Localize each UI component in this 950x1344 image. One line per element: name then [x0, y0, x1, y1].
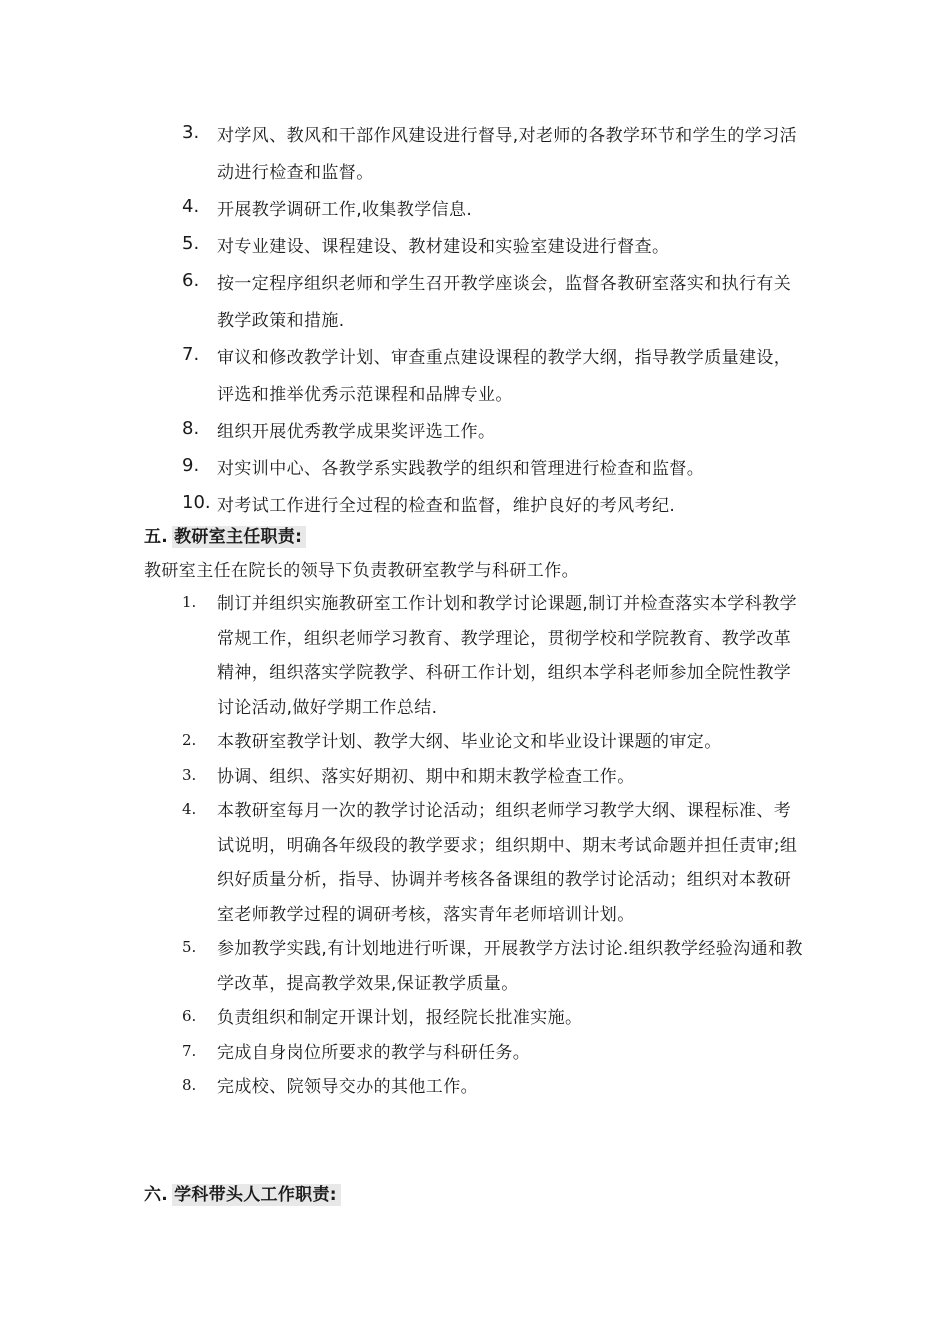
item-text: 制订并组织实施教研室工作计划和教学讨论课题,制订并检查落实本学科教学常规工作，组织老师学习教育、教学理论，贯彻学校和学院教育、教学改革精神，组织落实学院教学、科研工作计划，组织本学科老师参加全院性教学讨论活动,做好学期工作总结. — [217, 594, 798, 718]
list-item — [0, 192, 950, 229]
list-item — [0, 1036, 950, 1071]
item-number: 4. — [182, 196, 200, 217]
list-item — [0, 725, 950, 760]
section-5-intro: 教研室主任在院长的领导下负责教研室教学与科研工作。 — [144, 561, 579, 581]
list-item — [0, 1001, 950, 1036]
item-number: 7. — [182, 1041, 197, 1060]
list-item — [0, 414, 950, 451]
item-number: 10. — [182, 492, 211, 513]
list-item — [0, 488, 950, 525]
item-text: 对考试工作进行全过程的检查和监督，维护良好的考风考纪. — [217, 496, 676, 516]
item-text: 本教研室每月一次的教学讨论活动；组织老师学习教学大纲、课程标准、考试说明，明确各年级段的教学要求；组织期中、期末考试命题并担任责审;组织好质量分析，指导、协调并考核各备课组的教学讨论活动；组织对本教研室老师教学过程的调研考核，落实青年老师培训计划。 — [217, 801, 798, 925]
item-number: 1. — [182, 593, 197, 611]
section-number: 六. — [144, 1185, 169, 1205]
section-title: 教研室主任职责: — [172, 526, 306, 548]
item-text: 审议和修改教学计划、审查重点建设课程的教学大纲，指导教学质量建设，评选和推举优秀示范课程和品牌专业。 — [217, 348, 792, 405]
item-number: 8. — [182, 418, 200, 439]
list-item — [0, 340, 950, 414]
item-text: 开展教学调研工作,收集教学信息. — [217, 200, 473, 220]
item-number: 8. — [182, 1076, 197, 1094]
list-item — [0, 587, 950, 725]
item-text: 组织开展优秀教学成果奖评选工作。 — [217, 422, 496, 442]
item-text: 协调、组织、落实好期初、期中和期末教学检查工作。 — [217, 766, 635, 787]
item-text: 按一定程序组织老师和学生召开教学座谈会，监督各教研室落实和执行有关教学政策和措施. — [217, 274, 792, 331]
item-number: 6. — [182, 1007, 197, 1025]
item-text: 负责组织和制定开课计划，报经院长批准实施。 — [217, 1008, 583, 1028]
list-item — [0, 932, 950, 1001]
item-text: 本教研室教学计划、教学大纲、毕业论文和毕业设计课题的审定。 — [217, 732, 722, 752]
section-number: 五. — [144, 527, 169, 547]
section-5-heading — [144, 522, 306, 547]
item-text: 参加教学实践,有计划地进行听课，开展教学方法讨论.组织教学经验沟通和教学改革，提高教学效果,保证教学质量。 — [217, 939, 803, 994]
list-item — [0, 229, 950, 266]
director-duty-list — [0, 587, 950, 1105]
item-number: 9. — [182, 455, 200, 476]
section-title: 学科带头人工作职责: — [172, 1184, 341, 1206]
item-number: 4. — [182, 800, 197, 818]
item-text: 对实训中心、各教学系实践教学的组织和管理进行检查和监督。 — [217, 459, 705, 479]
item-number: 6. — [182, 270, 200, 291]
item-number: 7. — [182, 344, 200, 365]
list-item — [0, 760, 950, 795]
list-item — [0, 451, 950, 488]
section-6-heading — [144, 1180, 341, 1205]
item-number: 3. — [182, 765, 197, 784]
item-number: 5. — [182, 233, 200, 254]
list-item — [0, 118, 950, 192]
list-item — [0, 794, 950, 932]
list-item — [0, 266, 950, 340]
item-text: 对专业建设、课程建设、教材建设和实验室建设进行督查。 — [217, 237, 670, 257]
supervision-duty-list — [0, 118, 950, 525]
item-text: 完成自身岗位所要求的教学与科研任务。 — [217, 1042, 531, 1063]
item-text: 对学风、教风和干部作风建设进行督导,对老师的各教学环节和学生的学习活动进行检查和监督。 — [217, 126, 798, 183]
item-text: 完成校、院领导交办的其他工作。 — [217, 1077, 478, 1097]
item-number: 5. — [182, 938, 197, 956]
item-number: 3. — [182, 122, 200, 143]
list-item — [0, 1070, 950, 1105]
item-number: 2. — [182, 731, 197, 749]
